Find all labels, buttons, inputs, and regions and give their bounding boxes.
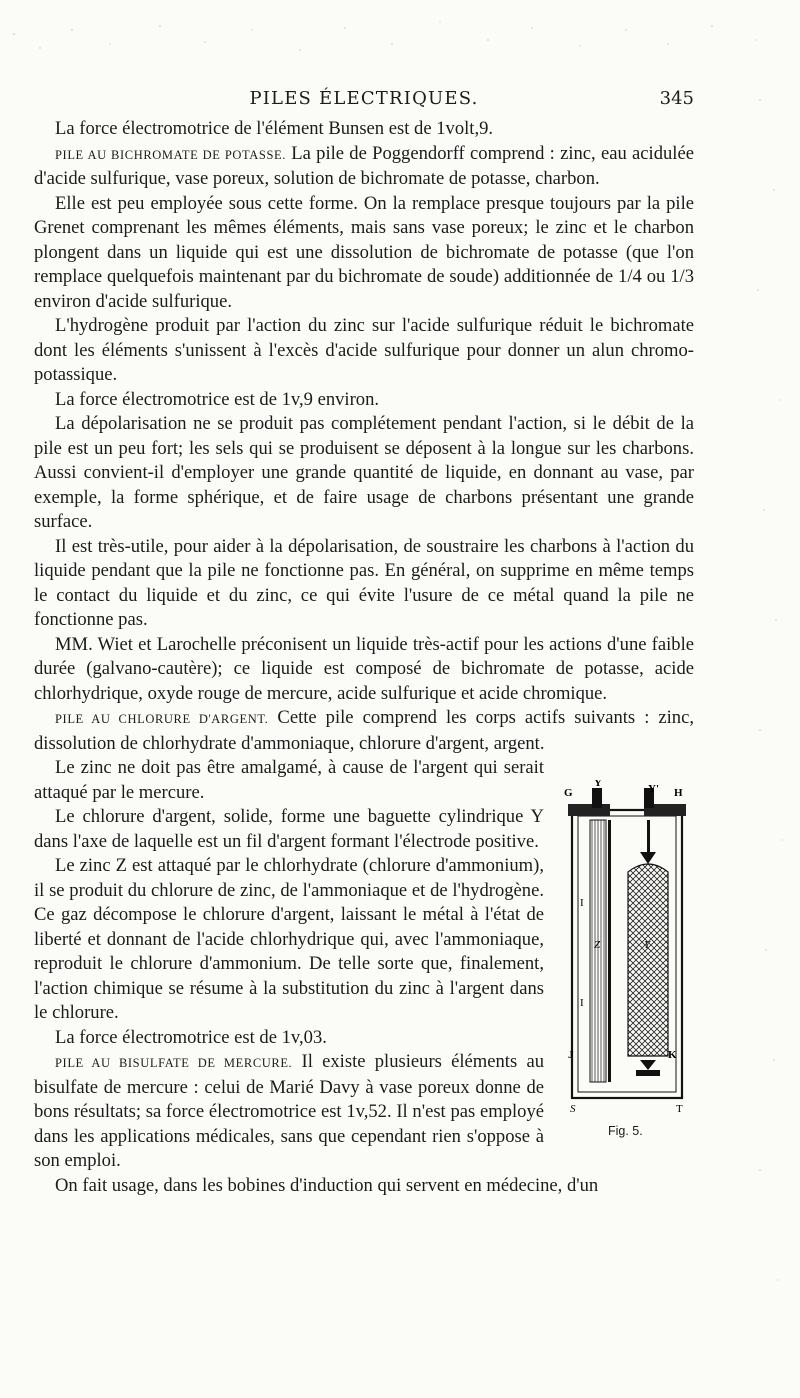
- section-heading-mercury-bisulfate: PILE AU BISULFATE DE MERCURE.: [55, 1056, 293, 1070]
- figure-label-h: H: [674, 787, 683, 799]
- silver-chloride-cell-diagram: [564, 780, 690, 1115]
- section-heading-bichromate: PILE AU BICHROMATE DE POTASSE.: [55, 147, 286, 162]
- section-heading-silver-chloride: PILE AU CHLORURE D'ARGENT.: [55, 712, 269, 726]
- paper-speckle-right: [730, 80, 800, 1380]
- paragraph-emf-bichromate: La force électromotrice est de 1v,9 environ.: [55, 388, 380, 410]
- paragraph-emf-silver: La force électromotrice est de 1v,03.: [55, 1026, 327, 1048]
- figure-label-t: T: [676, 1103, 683, 1115]
- page-number: 345: [659, 88, 694, 109]
- figure-5: [564, 780, 690, 1140]
- paragraph-bunsen-emf: La force électromotrice de l'élément Bunsen est de 1volt,9.: [55, 118, 494, 139]
- paragraph-grenet: Elle est peu employée sous cette forme. On la remplace presque toujours par la pile Grenet comprenant les mêmes éléments, mais sans vase poreux; le zinc et le charbon plongent dans un liquide qui est une dissolution de bichromate de potasse (que l'on remplace quelquefois maintenant par du bichromate de soude) additionnée de 1/4 ou 1/3 environ d'acide sulfurique.: [34, 192, 694, 312]
- paper-speckle-top: [0, 0, 800, 80]
- figure-label-k: K: [668, 1049, 677, 1061]
- paragraph-silver-chloride: PILE AU CHLORURE D'ARGENT. Cette pile comprend les corps actifs suivants : zinc, dissolution de chlorhydrate d'ammoniaque, chlorure d'argent, argent.: [34, 707, 694, 754]
- figure-label-y-inner: Y: [644, 939, 651, 951]
- figure-label-y: Y: [594, 780, 602, 789]
- page-header: [34, 88, 694, 114]
- figure-label-j: J: [568, 1049, 574, 1061]
- running-title: PILES ÉLECTRIQUES.: [249, 88, 479, 109]
- paragraph-silver-chloride-rod: Le chlorure d'argent, solide, forme une baguette cylindrique Y dans l'axe de laquelle est un fil d'argent formant l'électrode positive.: [34, 806, 544, 852]
- paragraph-hydrogen: L'hydrogène produit par l'action du zinc sur l'acide sulfurique réduit le bichromate dont les éléments s'unissent à l'excès d'acide sulfurique pour donner un alun chromo-potassique.: [34, 315, 694, 385]
- page-body: [34, 117, 694, 1198]
- figure-label-g: G: [564, 787, 573, 799]
- figure-label-i-upper: I: [580, 897, 584, 909]
- paragraph-bichromate: PILE AU BICHROMATE DE POTASSE. La pile de Poggendorff comprend : zinc, eau acidulée d'acide sulfurique, vase poreux, solution de bichromate de potasse, charbon.: [34, 142, 694, 189]
- paragraph-induction-coils: On fait usage, dans les bobines d'induction qui servent en médecine, d'un: [55, 1174, 599, 1196]
- paragraph-mercury-bisulfate: PILE AU BISULFATE DE MERCURE. Il existe plusieurs éléments au bisulfate de mercure : celui de Marié Davy à vase poreux donne de bons résultats; sa force électromotrice est 1v,52. Il n'est pas employé dans les applications médicales, sans que cependant rien s'oppose à son emploi.: [34, 1051, 545, 1171]
- figure-caption: Fig. 5.: [608, 1124, 643, 1138]
- figure-label-y-prime: Y': [648, 783, 659, 795]
- paragraph-remove-charcoal: Il est très-utile, pour aider à la dépolarisation, de soustraire les charbons à l'action du liquide pendant que la pile ne fonctionne pas. En général, on supprime en même temps le contact du liquide et du zinc, ce qui évite l'usure de ce métal quand la pile ne fonctionne pas.: [34, 535, 694, 630]
- paragraph-depolarisation: La dépolarisation ne se produit pas complétement pendant l'action, si le débit de la pile est un peu fort; les sels qui se produisent se déposent à la longue sur les charbons. Aussi convient-il d'employer une grande quantité de liquide, en donnant au vase, par exemple, la forme sphérique, et de faire usage de charbons présentant une grande surface.: [34, 413, 694, 532]
- paragraph-wiet-larochelle: MM. Wiet et Larochelle préconisent un liquide très-actif pour les actions d'une faible durée (galvano-cautère); ce liquide est composé de bichromate de potasse, acide chlorhydrique, oxyde rouge de mercure, acide sulfurique et acide chromique.: [34, 633, 694, 704]
- figure-label-z: Z: [594, 939, 601, 951]
- paragraph-zinc-reaction: Le zinc Z est attaqué par le chlorhydrate (chlorure d'ammonium), il se produit du chlorure de zinc, de l'ammoniaque et de l'hydrogène. Ce gaz décompose le chlorure d'argent, laissant le métal à l'état de liberté et donnant de l'acide chlorhydrique qui, avec l'ammoniaque, reproduit le chlorure d'ammonium. De telle sorte que, finalement, l'action chimique se résume à la substitution du zinc à l'argent dans le chlorure.: [34, 855, 544, 1023]
- paragraph-zinc-not-amalgamated: Le zinc ne doit pas être amalgamé, à cause de l'argent qui serait attaqué par le mercure.: [34, 757, 544, 803]
- figure-label-i-lower: I: [580, 997, 584, 1009]
- figure-label-s: S: [570, 1103, 576, 1115]
